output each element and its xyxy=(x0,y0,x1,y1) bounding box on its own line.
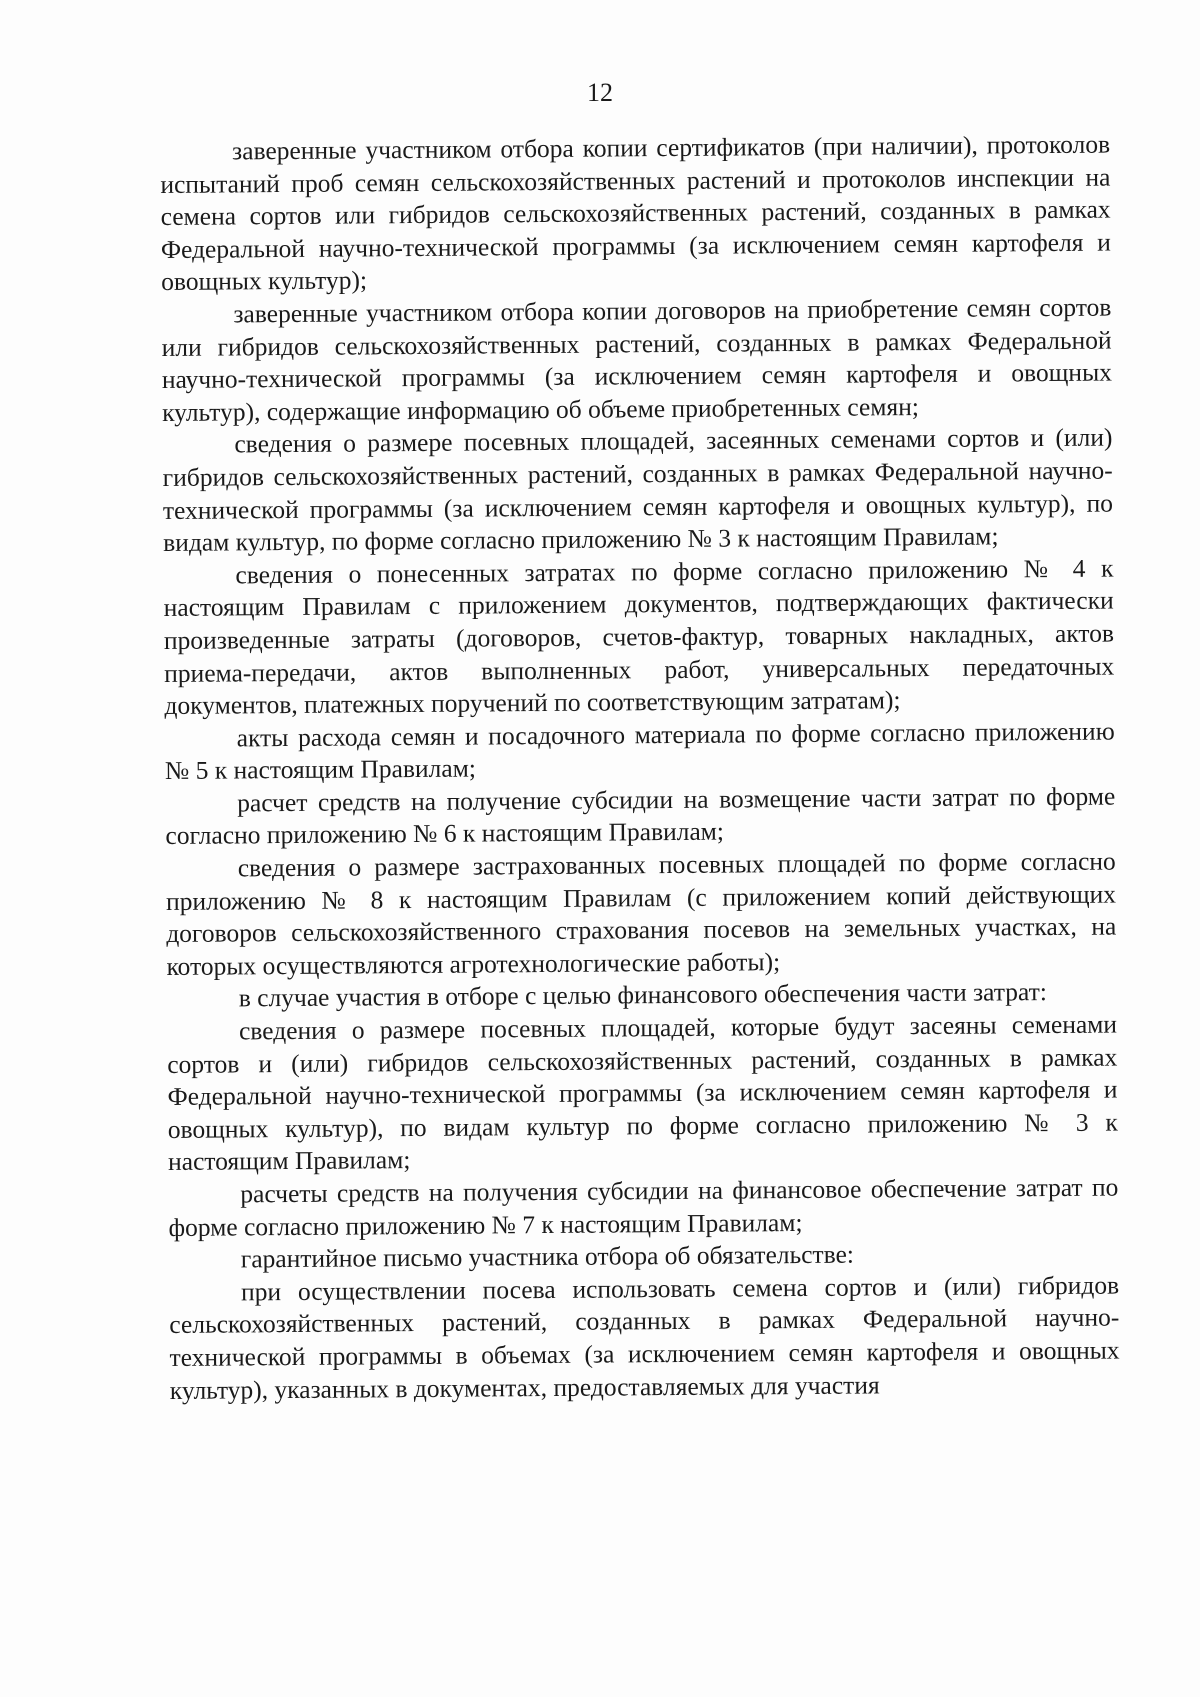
paragraph: гарантийное письмо участника отбора об обязательстве: xyxy=(240,1239,855,1274)
paragraph: сведения о размере застрахованных посевных площадей по форме согласно приложению № 8 к настоящим Правилам (с приложением копий действующих договоров сельскохозяйственного страхования посевов на земельных участках, на которых осуществляются агротехнологические работы); xyxy=(165,846,1117,981)
paragraph: сведения о понесенных затратах по форме согласно приложению № 4 к настоящим Правилам с приложением документов, подтверждающих фактически произведенные затраты (договоров, счетов-фактур, товарных накладных, актов приема-передачи, актов выполненных работ, универсальных передаточных документов, платежных поручений по соответствующим затратам); xyxy=(163,553,1115,721)
paragraph: в случае участия в отборе с целью финансового обеспечения части затрат: xyxy=(238,977,1047,1013)
page-number: 12 xyxy=(587,78,613,107)
paragraph: заверенные участником отбора копии договоров на приобретение семян сортов или гибридов сельскохозяйственных растений, созданных в рамках Федеральной научно-технической программы (за исключением семян картофеля и овощных культур), содержащие информацию об объеме приобретенных семян; xyxy=(161,292,1112,427)
paragraph: сведения о размере посевных площадей, засеянных семенами сортов и (или) гибридов сельскохозяйственных растений, созданных в рамках Федеральной научно-технической программы (за исключением семян картофеля и овощных культур), по видам культур, по форме согласно приложению № 3 к настоящим Правилам; xyxy=(162,422,1114,558)
paragraph: расчет средств на получение субсидии на возмещение части затрат по форме согласно приложению № 6 к настоящим Правилам; xyxy=(165,781,1116,851)
paragraph: акты расхода семян и посадочного материала по форме согласно приложению № 5 к настоящим Правилам; xyxy=(164,716,1115,786)
body-text xyxy=(160,129,1120,1408)
paragraph: расчеты средств на получения субсидии на финансовое обеспечение затрат по форме согласно приложению № 7 к настоящим Правилам; xyxy=(168,1172,1119,1242)
paragraph: заверенные участником отбора копии сертификатов (при наличии), протоколов испытаний проб семян сельскохозяйственных растений и протоколов инспекции на семена сортов или гибридов сельскохозяйственных растений, созданных в рамках Федеральной научно-технической программы (за исключением семян картофеля и овощных культур); xyxy=(160,129,1111,297)
paragraph: при осуществлении посева использовать семена сортов и (или) гибридов сельскохозяйственных растений, созданных в рамках Федеральной научно-технической программы в объемах (за исключением семян картофеля и овощных культур), указанных в документах, предоставляемых для участия xyxy=(169,1270,1120,1405)
paragraph: сведения о размере посевных площадей, которые будут засеяны семенами сортов и (или) гибридов сельскохозяйственных растений, созданных в рамках Федеральной научно-технической программы (за исключением семян картофеля и овощных культур), по видам культур по форме согласно приложению № 3 к настоящим Правилам; xyxy=(167,1009,1118,1177)
